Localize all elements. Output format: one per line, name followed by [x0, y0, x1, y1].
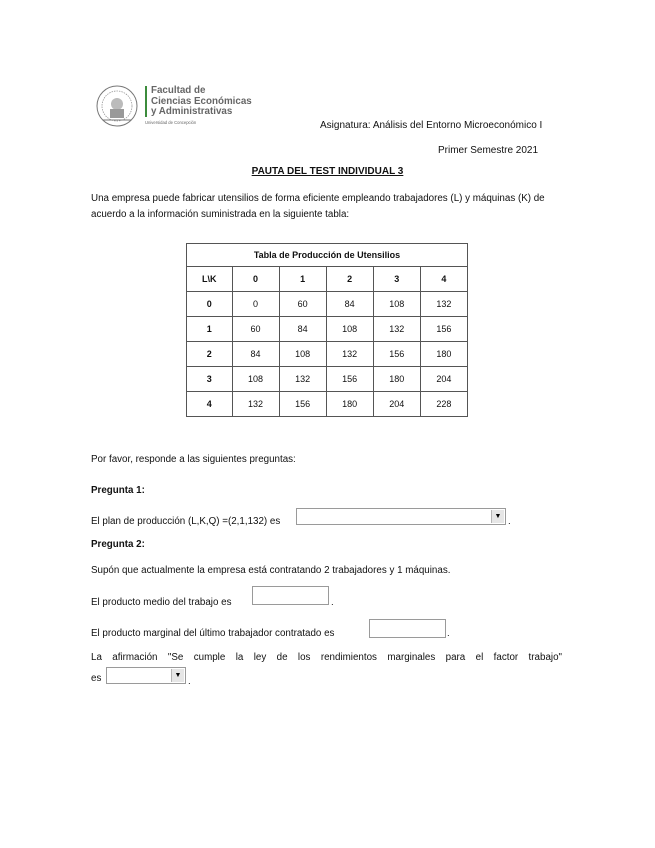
chevron-down-icon[interactable]: ▼: [491, 510, 504, 523]
question-1-heading: Pregunta 1:: [91, 485, 145, 496]
table-cell: 84: [326, 292, 373, 317]
table-row: [187, 342, 468, 367]
question-1-dropdown[interactable]: [296, 508, 506, 525]
statement-dropdown[interactable]: [106, 667, 186, 684]
university-name: Universidad de Concepción: [145, 120, 197, 125]
table-cell: 84: [279, 317, 326, 342]
table-cell: 204: [420, 367, 467, 392]
instructions: Por favor, responde a las siguientes preguntas:: [91, 454, 296, 465]
statement-text: La afirmación "Se cumple la ley de los rendimientos marginales para el factor trabajo": [91, 652, 562, 663]
table-cell: 132: [279, 367, 326, 392]
table-cell: 180: [373, 367, 420, 392]
question-1-text: El plan de producción (L,K,Q) =(2,1,132) es: [91, 516, 281, 527]
average-product-label: El producto medio del trabajo es: [91, 597, 232, 608]
table-cell: 108: [373, 292, 420, 317]
faculty-name: Facultad de Ciencias Económicas y Administrativas: [151, 85, 252, 118]
chevron-down-icon[interactable]: ▼: [171, 669, 184, 682]
table-row: [187, 392, 468, 417]
table-col-header: 0: [232, 267, 279, 292]
table-row-header: 3: [187, 367, 233, 392]
table-row-header: 4: [187, 392, 233, 417]
table-cell: 156: [373, 342, 420, 367]
table-cell: 108: [232, 367, 279, 392]
period: .: [447, 628, 450, 639]
subject-line: Asignatura: Análisis del Entorno Microeconómico I: [320, 120, 543, 131]
table-cell: 180: [326, 392, 373, 417]
table-row-header: 0: [187, 292, 233, 317]
table-cell: 60: [279, 292, 326, 317]
table-caption: Tabla de Producción de Utensilios: [187, 244, 468, 267]
table-cell: 180: [420, 342, 467, 367]
statement-es: es: [91, 673, 102, 684]
question-2-context: Supón que actualmente la empresa está contratando 2 trabajadores y 1 máquinas.: [91, 565, 451, 576]
table-cell: 60: [232, 317, 279, 342]
question-2-heading: Pregunta 2:: [91, 539, 145, 550]
table-col-header: 2: [326, 267, 373, 292]
table-cell: 132: [373, 317, 420, 342]
marginal-product-input[interactable]: [369, 619, 446, 638]
period: .: [188, 676, 191, 687]
table-cell: 132: [232, 392, 279, 417]
table-row-header: 2: [187, 342, 233, 367]
university-seal-icon: [93, 84, 141, 128]
table-row-header: 1: [187, 317, 233, 342]
table-cell: 156: [326, 367, 373, 392]
marginal-product-label: El producto marginal del último trabajador contratado es: [91, 628, 335, 639]
table-cell: 156: [420, 317, 467, 342]
table-cell: 204: [373, 392, 420, 417]
period: .: [331, 597, 334, 608]
table-cell: 228: [420, 392, 467, 417]
table-cell: 156: [279, 392, 326, 417]
page-title: PAUTA DEL TEST INDIVIDUAL 3: [251, 166, 404, 177]
table-cell: 132: [326, 342, 373, 367]
period: .: [508, 516, 511, 527]
average-product-input[interactable]: [252, 586, 329, 605]
table-cell: 108: [279, 342, 326, 367]
intro-paragraph: Una empresa puede fabricar utensilios de forma eficiente empleando trabajadores (L) y máquinas (K) de acuerdo a la información suministrada en la siguiente tabla:: [91, 193, 545, 220]
table-col-header: 1: [279, 267, 326, 292]
table-header-row: [187, 267, 468, 292]
table-cell: 108: [326, 317, 373, 342]
table-row: [187, 317, 468, 342]
table-cell: 0: [232, 292, 279, 317]
semester-line: Primer Semestre 2021: [438, 145, 539, 156]
table-col-header: 4: [420, 267, 467, 292]
table-cell: 132: [420, 292, 467, 317]
production-table: [186, 243, 468, 417]
logo-divider: [145, 86, 147, 117]
table-row: [187, 367, 468, 392]
table-corner-cell: L\K: [187, 267, 233, 292]
table-cell: 84: [232, 342, 279, 367]
table-row: [187, 292, 468, 317]
table-caption-row: [187, 244, 468, 267]
table-col-header: 3: [373, 267, 420, 292]
